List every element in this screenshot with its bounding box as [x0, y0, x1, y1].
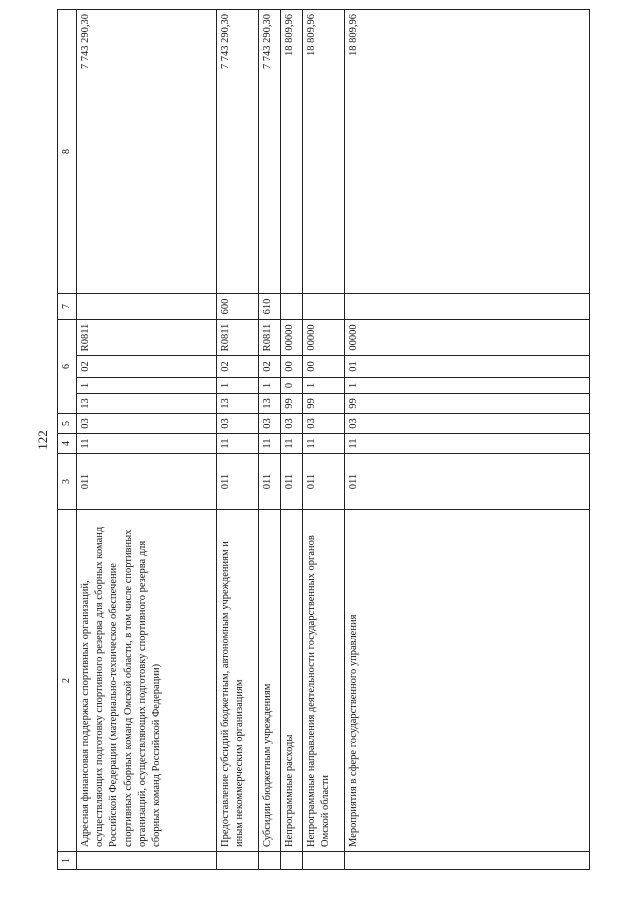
activity-code: 00	[303, 356, 345, 378]
subsection-code: 03	[259, 414, 281, 434]
header-cell: 5	[58, 414, 77, 434]
row-name: Непрограммные расходы	[281, 510, 303, 852]
amount: 18 809,96	[303, 10, 345, 294]
subsection-code: 03	[303, 414, 345, 434]
amount: 18 809,96	[281, 10, 303, 294]
expense-type-code	[303, 294, 345, 320]
header-cell: 1	[58, 852, 77, 870]
amount: 7 743 290,30	[217, 10, 259, 294]
table-row	[281, 10, 303, 870]
direction-code: 00000	[281, 320, 303, 356]
section-code: 11	[345, 434, 590, 454]
row-num	[281, 852, 303, 870]
activity-code: 02	[77, 356, 217, 378]
row-num	[259, 852, 281, 870]
section-code: 11	[281, 434, 303, 454]
grbs-code: 011	[303, 454, 345, 510]
direction-code: 00000	[303, 320, 345, 356]
header-cell: 2	[58, 510, 77, 852]
subprogram-code: 0	[281, 378, 303, 394]
table-row	[345, 10, 590, 870]
direction-code: R0811	[217, 320, 259, 356]
header-cell: 6	[58, 320, 77, 414]
section-code: 11	[77, 434, 217, 454]
subsection-code: 03	[217, 414, 259, 434]
program-code: 99	[281, 394, 303, 414]
header-row	[58, 10, 77, 870]
amount: 7 743 290,30	[77, 10, 217, 294]
grbs-code: 011	[281, 454, 303, 510]
subsection-code: 03	[345, 414, 590, 434]
direction-code: 00000	[345, 320, 590, 356]
expense-type-code	[345, 294, 590, 320]
amount: 7 743 290,30	[259, 10, 281, 294]
header-cell: 7	[58, 294, 77, 320]
subprogram-code: 1	[259, 378, 281, 394]
activity-code: 00	[281, 356, 303, 378]
rotated-content	[35, 10, 590, 870]
program-code: 99	[303, 394, 345, 414]
program-code: 13	[259, 394, 281, 414]
budget-table	[57, 9, 590, 870]
expense-type-code: 610	[259, 294, 281, 320]
grbs-code: 011	[345, 454, 590, 510]
table-row	[303, 10, 345, 870]
section-code: 11	[303, 434, 345, 454]
section-code: 11	[259, 434, 281, 454]
header-cell: 4	[58, 434, 77, 454]
page-number: 122	[35, 430, 50, 450]
row-num	[345, 852, 590, 870]
row-num	[303, 852, 345, 870]
grbs-code: 011	[77, 454, 217, 510]
header-cell: 8	[58, 10, 77, 294]
expense-type-code	[77, 294, 217, 320]
row-num	[77, 852, 217, 870]
direction-code: R0811	[259, 320, 281, 356]
table-row	[259, 10, 281, 870]
activity-code: 01	[345, 356, 590, 378]
grbs-code: 011	[217, 454, 259, 510]
subprogram-code: 1	[77, 378, 217, 394]
row-num	[217, 852, 259, 870]
row-name: Субсидии бюджетным учреждениям	[259, 510, 281, 852]
expense-type-code	[281, 294, 303, 320]
row-name: Адресная финансовая поддержка спортивных организаций, осуществляющих подготовку спортивного резерва для сборных команд Российской Федерации (материально-техническое обеспечение спортивных сборных команд Омской области, в том числе спортивных организаций, осуществляющих подготовку спортивного резерва для сборных команд Российской Федерации)	[77, 510, 217, 852]
table-row	[217, 10, 259, 870]
activity-code: 02	[217, 356, 259, 378]
header-cell: 3	[58, 454, 77, 510]
row-name: Мероприятия в сфере государственного управления	[345, 510, 590, 852]
subsection-code: 03	[281, 414, 303, 434]
row-name: Предоставление субсидий бюджетным, автономным учреждениям и иным некоммерческим организациям	[217, 510, 259, 852]
subprogram-code: 1	[303, 378, 345, 394]
direction-code: R0811	[77, 320, 217, 356]
subsection-code: 03	[77, 414, 217, 434]
row-name: Непрограммные направления деятельности государственных органов Омской области	[303, 510, 345, 852]
grbs-code: 011	[259, 454, 281, 510]
subprogram-code: 1	[217, 378, 259, 394]
section-code: 11	[217, 434, 259, 454]
expense-type-code: 600	[217, 294, 259, 320]
program-code: 99	[345, 394, 590, 414]
activity-code: 02	[259, 356, 281, 378]
program-code: 13	[217, 394, 259, 414]
program-code: 13	[77, 394, 217, 414]
table-row	[77, 10, 217, 870]
amount: 18 809,96	[345, 10, 590, 294]
subprogram-code: 1	[345, 378, 590, 394]
